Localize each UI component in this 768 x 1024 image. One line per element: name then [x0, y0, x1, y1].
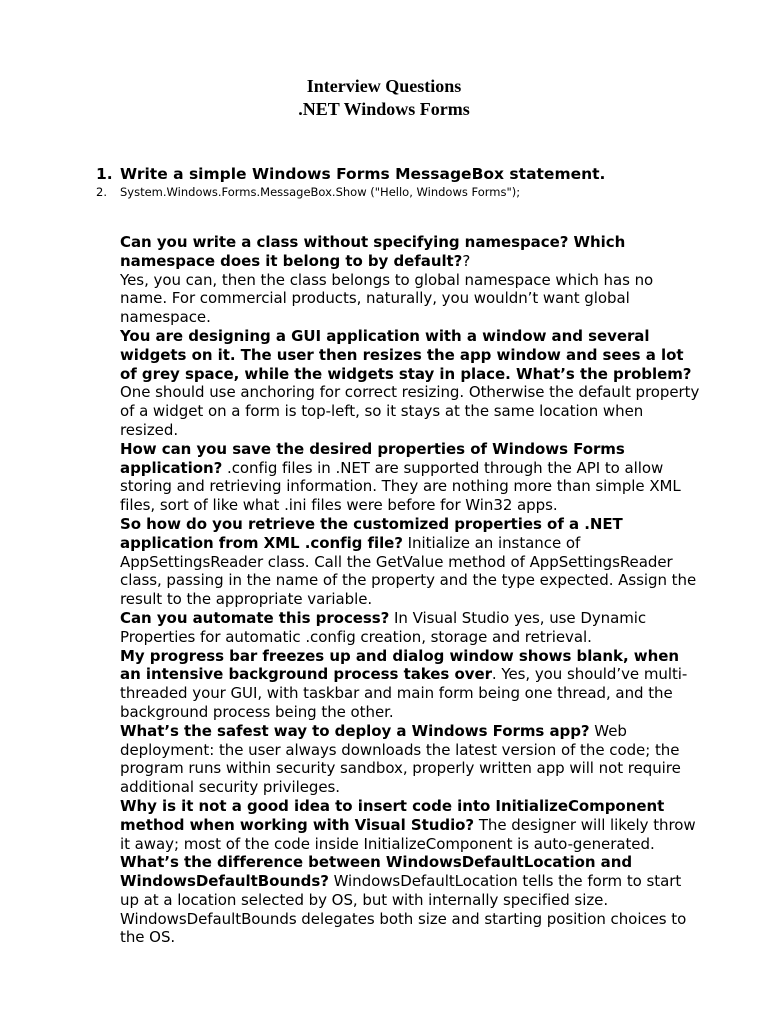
qa-item [120, 722, 700, 797]
list-number: 1. [96, 165, 113, 183]
question: Why is it not a good idea to insert code into InitializeComponent method when working with Visual Studio? [120, 796, 665, 834]
qa-section [120, 233, 700, 947]
answer: Yes, you can, then the class belongs to global namespace which has no name. For commercial products, naturally, you wouldn’t want global namespace. [120, 270, 654, 327]
list-number: 2. [96, 185, 107, 199]
question: Can you write a class without specifying namespace? Which namespace does it belong to by default? [120, 233, 626, 270]
question: So how do you retrieve the customized properties of a .NET application from XML .config file? [120, 514, 623, 552]
answer: .config files in .NET are supported through the API to allow storing and retrieving information. They are nothing more than simple XML files, sort of like what .ini files were before for Win32 apps. [120, 458, 681, 515]
question-suffix: ? [462, 251, 471, 270]
list-item [96, 184, 716, 200]
qa-item [120, 797, 700, 853]
numbered-list [96, 164, 716, 200]
qa-item [120, 609, 700, 647]
list-item [96, 164, 716, 184]
qa-item [120, 853, 700, 947]
answer: Initialize an instance of AppSettingsReader class. Call the GetValue method of AppSettingsReader class, passing in the name of the property and the type expected. Assign the result to the appropriate variable. [120, 533, 697, 609]
qa-item [120, 647, 700, 722]
answer: . Yes, you should’ve multi-threaded your GUI, with taskbar and main form being one thread, and the background process being the other. [120, 665, 688, 721]
question: How can you save the desired properties of Windows Forms application? [120, 439, 625, 477]
list-item-code: System.Windows.Forms.MessageBox.Show ("Hello, Windows Forms"); [120, 185, 521, 199]
qa-item [120, 327, 700, 440]
question: My progress bar freezes up and dialog window shows blank, when an intensive background process takes over [120, 646, 679, 684]
qa-item [120, 233, 700, 327]
title-line-2: .NET Windows Forms [298, 99, 470, 119]
qa-item [120, 440, 700, 515]
qa-item [120, 515, 700, 609]
answer: Web deployment: the user always downloads the latest version of the code; the program runs within security sandbox, properly written app will not require additional security privileges. [120, 721, 681, 797]
question: You are designing a GUI application with a window and several widgets on it. The user then resizes the app window and sees a lot of grey space, while the widgets stay in place. What’s the problem? [120, 326, 692, 383]
question: What’s the difference between WindowsDefaultLocation and WindowsDefaultBounds? [120, 853, 633, 891]
question: Can you automate this process? [120, 608, 390, 627]
question: What’s the safest way to deploy a Windows Forms app? [120, 721, 590, 740]
answer: WindowsDefaultLocation tells the form to start up at a location selected by OS, but with internally specified size. WindowsDefaultBounds delegates both size and starting position choices to the OS. [120, 872, 687, 947]
answer: One should use anchoring for correct resizing. Otherwise the default property of a widget on a form is top-left, so it stays at the same location when resized. [120, 383, 700, 439]
title-line-1: Interview Questions [306, 76, 462, 96]
document-title [0, 75, 768, 121]
answer: The designer will likely throw it away; most of the code inside InitializeComponent is auto-generated. [120, 815, 696, 853]
list-item-text: Write a simple Windows Forms MessageBox statement. [120, 165, 606, 183]
answer: In Visual Studio yes, use Dynamic Properties for automatic .config creation, storage and retrieval. [120, 608, 647, 646]
